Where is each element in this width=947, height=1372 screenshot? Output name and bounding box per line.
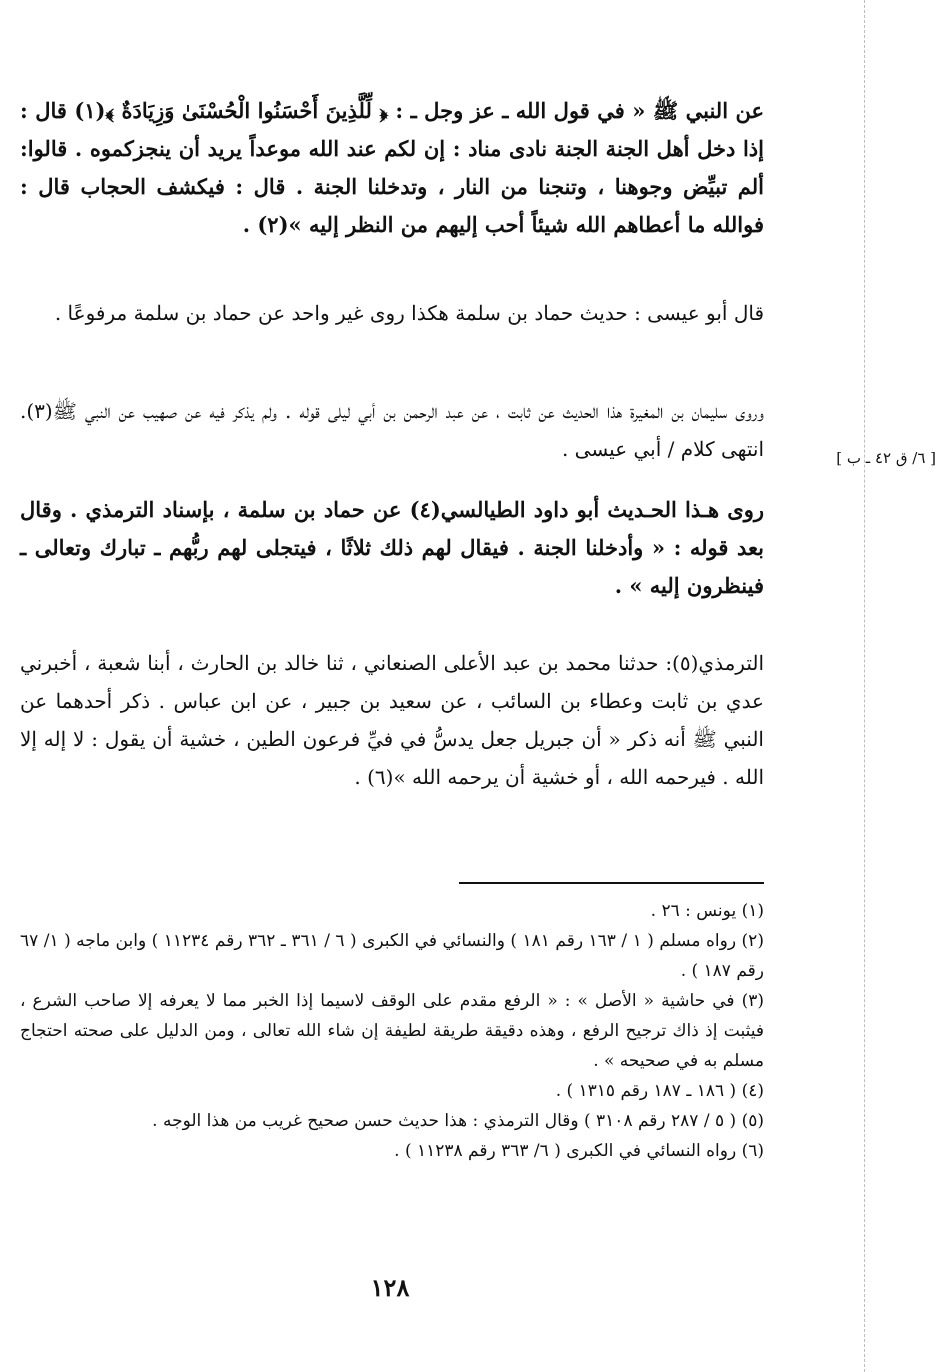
footnote-5: (٥) ( ٥ / ٢٨٧ رقم ٣١٠٨ ) وقال الترمذي : هذا حديث حسن صحيح غريب من هذا الوجه . [152,1111,764,1131]
footnote-4: (٤) ( ١٨٦ ـ ١٨٧ رقم ١٣١٥ ) . [555,1081,764,1101]
paragraph-sulayman-narration: وروى سليمان بن المغيرة هذا الحديث عن ثابت ، عن عبد الرحمن بن أبي ليلى قوله . ولم يذكر فيه عن صهيب عن النبي ﷺ(٣). انتهى كلام / أبي عيسى . [20,399,764,461]
paragraph-hadith-ziyada: عن النبي ﷺ « في قول الله ـ عز وجل ـ : ﴿ لِّلَّذِينَ أَحْسَنُوا الْحُسْنَىٰ وَزِيَادَةٌ ﴾(١) قال : إذا دخل أهل الجنة الجنة نادى مناد : إن لكم عند الله موعداً يريد أن ينجزكموه . قالوا: ألم تبيِّض وجوهنا ، وتنجنا من النار ، وتدخلنا الجنة . قال : فيكشف الحجاب قال : فوالله ما أعطاهم الله شيئاً أحب إليهم من النظر إليه »(٢) . [20,98,764,237]
footnote-3: (٣) في حاشية « الأصل » : « الرفع مقدم على الوقف لاسيما إذا الخبر مما لا يعرفه إلا صاحب الشرع ، فيثبت إذ ذاك ترجيح الرفع ، وهذه دقيقة طريقة لطيفة إن شاء الله تعالى ، ومن الدليل على صحته احتجاج مسلم به في صحيحه » . [20,991,764,1071]
paragraph-tayalisi-narration: روى هـذا الحـديث أبو داود الطيالسي(٤) عن حماد بن سلمة ، بإسناد الترمذي . وقال بعد قوله : « وأدخلنا الجنة . فيقال لهم ذلك ثلاثًا ، فيتجلى لهم ربُّهم ـ تبارك وتعالى ـ فينظرون إليه » . [20,497,764,598]
footnote-1: (١) يونس : ٢٦ . [650,901,764,921]
footnote-6: (٦) رواه النسائي في الكبرى ( ٦/ ٣٦٣ رقم ١١٢٣٨ ) . [394,1141,764,1161]
footnote-divider [459,882,764,884]
paragraph-abu-isa-comment: قال أبو عيسى : حديث حماد بن سلمة هكذا روى غير واحد عن حماد بن سلمة مرفوعًا . [54,301,764,325]
paragraph-tirmidhi-jibril: الترمذي(٥): حدثنا محمد بن عبد الأعلى الصنعاني ، ثنا خالد بن الحارث ، أبنا شعبة ، أخبرني عدي بن ثابت وعطاء بن السائب ، عن سعيد بن جبير ، عن ابن عباس . ذكر أحدهما عن النبي ﷺ أنه ذكر « أن جبريل جعل يدسُّ في فيِّ فرعون الطين ، خشية أن يقول : لا إله إلا الله . فيرحمه الله ، أو خشية أن يرحمه الله »(٦) . [20,651,764,789]
footnotes [20,896,764,1166]
footnote-2: (٢) رواه مسلم ( ١ / ١٦٣ رقم ١٨١ ) والنسائي في الكبرى ( ٦ / ٣٦١ ـ ٣٦٢ رقم ١١٢٣٤ ) وابن ماجه ( ١/ ٦٧ رقم ١٨٧ ) . [20,931,764,981]
page-number: ١٢٨ [370,1273,410,1302]
manuscript-folio-note: [ ٦/ ق ٤٢ ـ ب ] [836,449,936,467]
binding-margin-line [864,0,865,1372]
